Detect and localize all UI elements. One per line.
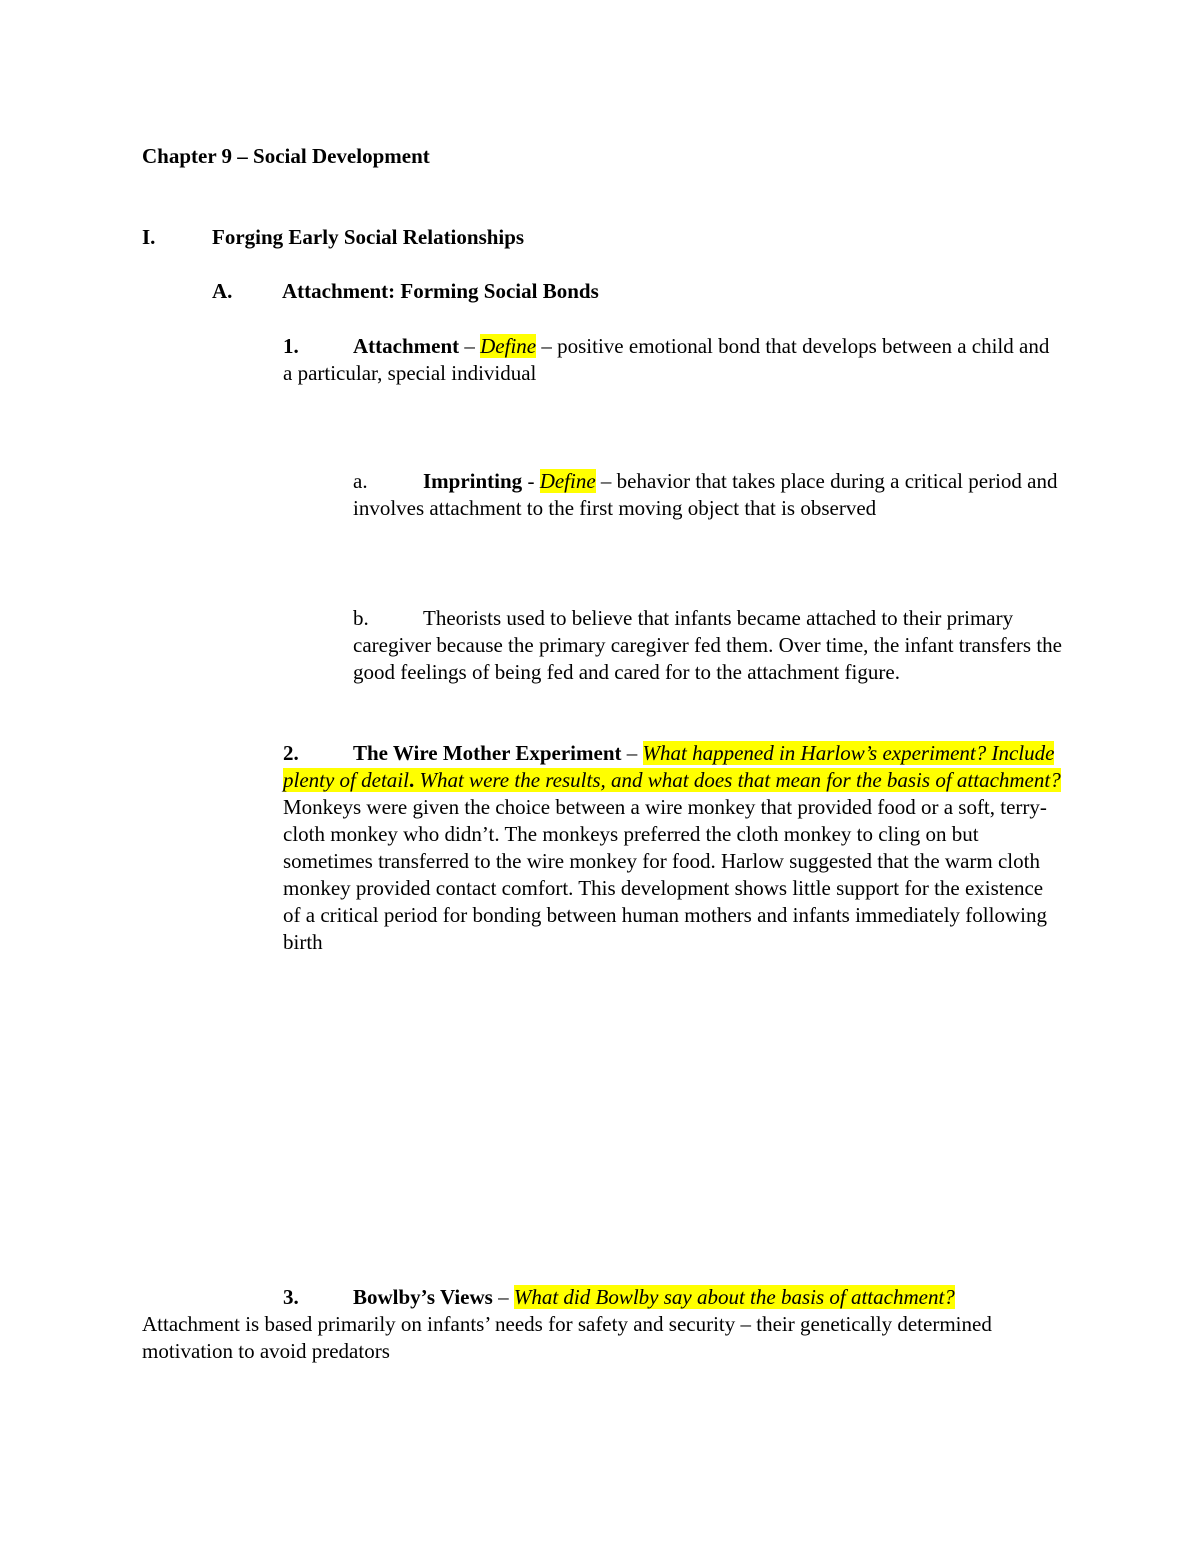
section-a-number: A. — [212, 279, 233, 303]
item-1-attachment — [283, 333, 1058, 387]
item-a-dash: - — [522, 469, 540, 493]
item-2-term: The Wire Mother Experiment — [353, 741, 622, 765]
item-1-term: Attachment — [353, 334, 460, 358]
item-b-theorists — [353, 605, 1063, 686]
section-i-heading — [142, 224, 1042, 251]
chapter-title: Chapter 9 – Social Development — [142, 144, 430, 168]
item-a-prompt: Define — [539, 469, 596, 493]
item-2-prompt-period: . — [408, 768, 415, 792]
item-b-text: Theorists used to believe that infants became attached to their primary caregiver because the primary caregiver fed them. Over time, the infant transfers the good feelings of being fed and cared for to the attachment figure. — [353, 606, 1062, 684]
item-3-prompt: What did Bowlby say about the basis of attachment? — [513, 1285, 955, 1309]
item-2-answer: Monkeys were given the choice between a wire monkey that provided food or a soft, terry-cloth monkey who didn’t. The monkeys preferred the cloth monkey to cling on but sometimes transferred to the wire monkey for food. Harlow suggested that the warm cloth monkey provided contact comfort. This development shows little support for the existence of a critical period for bonding between human mothers and infants immediately following birth — [283, 795, 1047, 954]
item-3-dash: – — [492, 1285, 514, 1309]
section-i-title: Forging Early Social Relationships — [212, 225, 525, 249]
item-3-number: 3. — [283, 1285, 299, 1309]
item-1-number: 1. — [283, 334, 299, 358]
item-a-answer: – behavior that takes place during a critical period and involves attachment to the first moving object that is observed — [353, 469, 1058, 520]
item-2-prompt-2: What were the results, and what does that mean for the basis of attachment? — [419, 768, 1061, 792]
item-a-number: a. — [353, 469, 368, 493]
item-3-answer: Attachment is based primarily on infants’ needs for safety and security – their genetically determined motivation to avoid predators — [142, 1312, 992, 1363]
item-b-number: b. — [353, 606, 369, 630]
item-1-answer: – positive emotional bond that develops between a child and a particular, special individual — [283, 334, 1050, 385]
item-a-term: Imprinting — [423, 469, 523, 493]
item-2-wire-mother — [283, 740, 1063, 956]
section-a-heading — [212, 278, 1062, 305]
item-3-term: Bowlby’s Views — [353, 1285, 493, 1309]
item-1-prompt: Define — [480, 334, 537, 358]
item-2-number: 2. — [283, 741, 299, 765]
item-2-dash: – — [621, 741, 643, 765]
item-a-imprinting — [353, 468, 1063, 522]
item-2-prompt-1: What happened in Harlow’s experiment? Include plenty of detail — [283, 741, 1055, 792]
item-3-bowlby — [283, 1284, 1063, 1311]
section-a-title: Attachment: Forming Social Bonds — [282, 279, 599, 303]
section-i-number: I. — [142, 225, 156, 249]
item-1-dash: – — [459, 334, 481, 358]
